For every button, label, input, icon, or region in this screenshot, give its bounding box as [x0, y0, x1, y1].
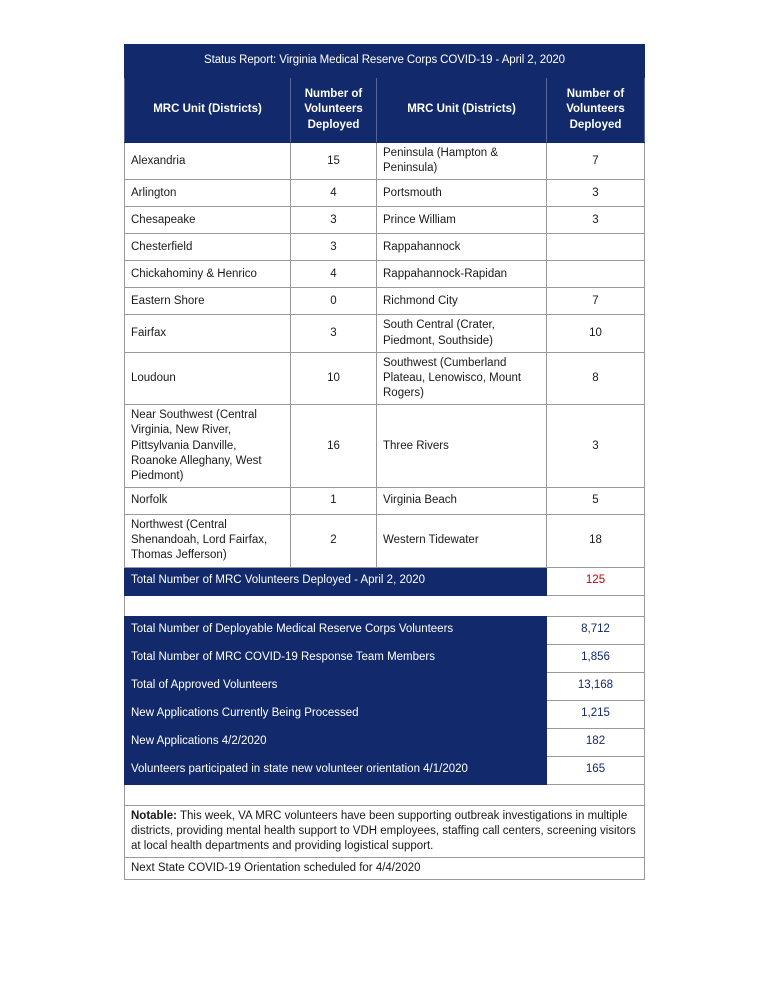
- unit-name: Rappahannock-Rapidan: [377, 261, 547, 288]
- unit-count: [547, 261, 645, 288]
- spacer-cell: [125, 595, 645, 616]
- summary-label: Total Number of MRC COVID-19 Response Team Members: [125, 644, 547, 672]
- summary-row: [125, 672, 645, 700]
- table-row: [125, 234, 645, 261]
- unit-name: Three Rivers: [377, 405, 547, 488]
- page-title: Status Report: Virginia Medical Reserve Corps COVID-19 - April 2, 2020: [125, 45, 645, 78]
- table-row: [125, 405, 645, 488]
- header-unit-left: MRC Unit (Districts): [125, 78, 291, 143]
- table-row: [125, 180, 645, 207]
- summary-label: Total of Approved Volunteers: [125, 672, 547, 700]
- summary-table: [124, 616, 645, 806]
- notable-note: [125, 805, 645, 858]
- unit-name: Portsmouth: [377, 180, 547, 207]
- unit-name: Alexandria: [125, 143, 291, 180]
- table-row: [125, 143, 645, 180]
- unit-name: Eastern Shore: [125, 288, 291, 315]
- summary-row: [125, 644, 645, 672]
- summary-value: 165: [547, 756, 645, 784]
- unit-count: 18: [547, 515, 645, 568]
- header-count-left: Number of Volunteers Deployed: [291, 78, 377, 143]
- deployment-table: [124, 44, 645, 617]
- table-row: [125, 515, 645, 568]
- summary-value: 13,168: [547, 672, 645, 700]
- report-title-row: [125, 45, 645, 78]
- summary-value: 8,712: [547, 616, 645, 644]
- unit-name: Fairfax: [125, 315, 291, 352]
- unit-name: Prince William: [377, 207, 547, 234]
- unit-name: Northwest (Central Shenandoah, Lord Fairfax, Thomas Jefferson): [125, 515, 291, 568]
- unit-count: 2: [291, 515, 377, 568]
- unit-count: 3: [291, 315, 377, 352]
- notes-table: [124, 805, 645, 881]
- unit-name: Peninsula (Hampton & Peninsula): [377, 143, 547, 180]
- unit-count: 3: [547, 180, 645, 207]
- column-header-row: [125, 78, 645, 143]
- unit-name: Richmond City: [377, 288, 547, 315]
- unit-count: 4: [291, 261, 377, 288]
- unit-count: [547, 234, 645, 261]
- summary-value: 1,856: [547, 644, 645, 672]
- header-count-right: Number of Volunteers Deployed: [547, 78, 645, 143]
- table-row: [125, 288, 645, 315]
- summary-row: [125, 700, 645, 728]
- unit-count: 1: [291, 488, 377, 515]
- unit-count: 10: [547, 315, 645, 352]
- unit-count: 10: [291, 352, 377, 405]
- next-orientation-note: Next State COVID-19 Orientation scheduled for 4/4/2020: [125, 858, 645, 880]
- table-row: [125, 352, 645, 405]
- unit-name: Loudoun: [125, 352, 291, 405]
- unit-count: 7: [547, 143, 645, 180]
- unit-name: Western Tidewater: [377, 515, 547, 568]
- unit-name: Virginia Beach: [377, 488, 547, 515]
- table-row: [125, 261, 645, 288]
- summary-value: 182: [547, 728, 645, 756]
- unit-name: South Central (Crater, Piedmont, Southside): [377, 315, 547, 352]
- unit-name: Chesapeake: [125, 207, 291, 234]
- unit-count: 16: [291, 405, 377, 488]
- summary-label: New Applications Currently Being Processed: [125, 700, 547, 728]
- summary-row: [125, 616, 645, 644]
- unit-count: 5: [547, 488, 645, 515]
- total-deployed-value: 125: [547, 567, 645, 595]
- spacer-row: [125, 595, 645, 616]
- unit-count: 0: [291, 288, 377, 315]
- notable-label: Notable:: [131, 809, 177, 822]
- table-row: [125, 315, 645, 352]
- spacer-row: [125, 784, 645, 805]
- report-page: [124, 44, 644, 880]
- unit-name: Southwest (Cumberland Plateau, Lenowisco, Mount Rogers): [377, 352, 547, 405]
- unit-count: 15: [291, 143, 377, 180]
- table-row: [125, 488, 645, 515]
- total-deployed-row: [125, 567, 645, 595]
- unit-count: 3: [547, 207, 645, 234]
- unit-name: Arlington: [125, 180, 291, 207]
- unit-count: 3: [291, 234, 377, 261]
- table-row: [125, 207, 645, 234]
- summary-label: Total Number of Deployable Medical Reserve Corps Volunteers: [125, 616, 547, 644]
- summary-label: Volunteers participated in state new volunteer orientation 4/1/2020: [125, 756, 547, 784]
- summary-row: [125, 728, 645, 756]
- unit-name: Near Southwest (Central Virginia, New River, Pittsylvania Danville, Roanoke Alleghany, West Piedmont): [125, 405, 291, 488]
- unit-count: 4: [291, 180, 377, 207]
- total-deployed-label: Total Number of MRC Volunteers Deployed - April 2, 2020: [125, 567, 547, 595]
- notable-row: [125, 805, 645, 858]
- unit-name: Chesterfield: [125, 234, 291, 261]
- unit-name: Chickahominy & Henrico: [125, 261, 291, 288]
- spacer-cell: [125, 784, 645, 805]
- unit-count: 7: [547, 288, 645, 315]
- unit-count: 8: [547, 352, 645, 405]
- summary-label: New Applications 4/2/2020: [125, 728, 547, 756]
- unit-name: Norfolk: [125, 488, 291, 515]
- unit-name: Rappahannock: [377, 234, 547, 261]
- next-orientation-row: [125, 858, 645, 880]
- summary-value: 1,215: [547, 700, 645, 728]
- unit-count: 3: [547, 405, 645, 488]
- header-unit-right: MRC Unit (Districts): [377, 78, 547, 143]
- summary-row: [125, 756, 645, 784]
- unit-count: 3: [291, 207, 377, 234]
- notable-text: This week, VA MRC volunteers have been supporting outbreak investigations in multiple districts, providing mental health support to VDH employees, staffing call centers, screening visitors at local health departments and providing logistical support.: [131, 809, 636, 852]
